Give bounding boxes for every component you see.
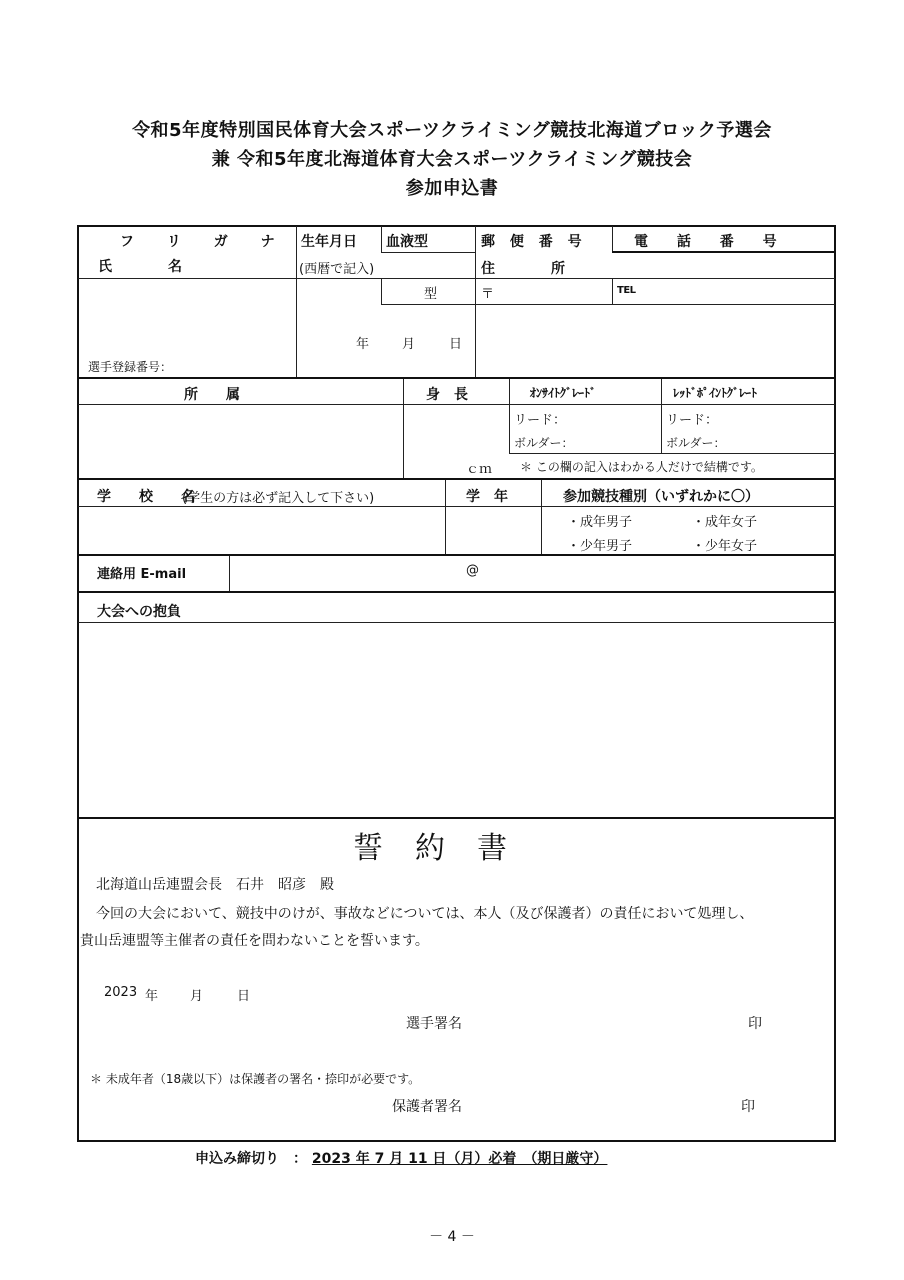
grid-line — [612, 226, 613, 253]
section-divider — [78, 377, 835, 379]
affiliation-label: 所 属 — [184, 387, 240, 403]
birthdate-input[interactable] — [298, 306, 474, 376]
email-domain-input[interactable] — [482, 558, 834, 589]
birthdate-note: (西暦で記入) — [299, 262, 375, 277]
height-input[interactable] — [405, 406, 508, 456]
phone-input[interactable] — [640, 280, 834, 302]
birth-day-label: 日 — [449, 337, 463, 352]
section-divider — [78, 591, 835, 593]
ambition-label: 大会への抱負 — [97, 604, 181, 620]
redpoint-lead-input[interactable] — [727, 407, 833, 427]
grid-line — [229, 556, 230, 591]
redpoint-lead-label: リード： — [666, 413, 719, 428]
grid-line — [78, 404, 835, 405]
grid-line — [509, 453, 835, 454]
height-label: 身 長 — [426, 387, 468, 403]
registration-number-input[interactable] — [180, 356, 292, 374]
grid-line — [475, 226, 476, 378]
guardian-signature-label: 保護者署名 — [392, 1099, 462, 1115]
deadline-label: 申込み締切り ： — [195, 1151, 307, 1167]
grid-line — [661, 379, 662, 454]
affiliation-input[interactable] — [79, 406, 402, 476]
postal-code-label: 郵 便 番 号 — [481, 234, 587, 250]
redpoint-boulder-input[interactable] — [732, 431, 833, 451]
onsight-grade-label: ｵﾝｻｲﾄｸﾞﾚｰﾄﾞ — [530, 386, 597, 400]
athlete-seal-label: 印 — [748, 1016, 762, 1032]
grid-line — [541, 480, 542, 555]
onsight-lead-label: リード： — [514, 413, 567, 428]
grid-line — [509, 379, 510, 454]
form-title-line1: 令和5年度特別国民体育大会スポーツクライミング競技北海道ブロック予選会 — [132, 120, 772, 141]
redpoint-grade-label: ﾚｯﾄﾞﾎﾟｲﾝﾄｸﾞﾚｰﾄ — [673, 386, 758, 400]
email-label: 連絡用 E-mail — [97, 567, 187, 582]
onsight-boulder-input[interactable] — [580, 431, 659, 451]
blood-type-input[interactable] — [383, 280, 421, 302]
pledge-body-line1: 今回の大会において、競技中のけが、事故などについては、本人（及び保護者）の責任において処理し、 — [96, 906, 754, 922]
school-name-note: (学生の方は必ず記入して下さい) — [182, 491, 375, 506]
category-option-adult-men[interactable]: ・成年男子 — [567, 515, 633, 530]
birth-year-label: 年 — [356, 337, 370, 352]
pledge-month-label: 月 — [190, 989, 204, 1004]
school-name-label: 学 校 名 — [97, 489, 202, 505]
grid-line — [612, 251, 835, 253]
grid-line — [381, 304, 835, 305]
name-input[interactable] — [79, 280, 295, 352]
registration-number-label: 選手登録番号： — [88, 360, 173, 374]
onsight-lead-input[interactable] — [575, 407, 659, 427]
category-option-youth-men[interactable]: ・少年男子 — [567, 539, 633, 554]
grid-line — [78, 506, 835, 507]
pledge-year-label: 年 — [145, 989, 159, 1004]
at-mark: @ — [466, 563, 479, 578]
birth-month-label: 月 — [402, 337, 416, 352]
category-label: 参加競技種別（いずれかに〇） — [563, 489, 759, 505]
grid-line — [445, 480, 446, 555]
grid-line — [612, 278, 613, 304]
grade-note: ＊ この欄の記入はわかる人だけで結構です。 — [520, 460, 763, 474]
deadline — [195, 1148, 607, 1168]
pledge-body-line2: 貴山岳連盟等主催者の責任を問わないことを誓います。 — [80, 933, 429, 949]
section-divider — [78, 554, 835, 556]
postal-mark: 〒 — [481, 287, 495, 302]
minor-note: ＊ 未成年者（18歳以下）は保護者の署名・捺印が必要です。 — [90, 1072, 421, 1086]
athlete-signature-input[interactable] — [472, 1008, 742, 1032]
category-option-adult-women[interactable]: ・成年女子 — [692, 515, 758, 530]
postal-code-input[interactable] — [496, 280, 610, 302]
redpoint-boulder-label: ボルダー： — [666, 436, 726, 450]
birthdate-label: 生年月日 — [301, 234, 357, 250]
pledge-addressee: 北海道山岳連盟会長 石井 昭彦 殿 — [96, 877, 334, 893]
address-label: 住 所 — [481, 261, 565, 277]
grid-line — [403, 379, 404, 478]
phone-label: 電 話 番 号 — [634, 234, 789, 250]
section-divider — [78, 817, 835, 819]
guardian-signature-input[interactable] — [472, 1090, 737, 1114]
grid-line — [381, 226, 382, 253]
pledge-day-input[interactable] — [205, 982, 235, 1002]
pledge-date-year: 2023 — [104, 985, 138, 1000]
blood-type-label: 血液型 — [386, 234, 428, 250]
category-option-youth-women[interactable]: ・少年女子 — [692, 539, 758, 554]
furigana-label: フ リ ガ ナ — [120, 234, 289, 250]
form-title-line3: 参加申込書 — [405, 178, 499, 199]
grid-line — [78, 278, 835, 279]
grid-line — [296, 226, 297, 378]
ambition-input[interactable] — [79, 624, 834, 816]
address-input[interactable] — [477, 306, 834, 376]
school-name-input[interactable] — [79, 508, 444, 554]
grid-line — [381, 252, 475, 253]
blood-type-suffix: 型 — [424, 287, 438, 302]
school-grade-input[interactable] — [447, 508, 540, 554]
tel-mark: TEL — [617, 285, 636, 296]
email-local-input[interactable] — [231, 558, 461, 589]
grid-line — [78, 622, 835, 623]
onsight-boulder-label: ボルダー： — [514, 436, 574, 450]
grid-line — [381, 278, 382, 304]
deadline-value: 2023 年 7 月 11 日（月）必着 （期日厳守） — [311, 1151, 608, 1167]
name-label: 氏 名 — [98, 259, 182, 275]
page-number: － 4 － — [429, 1229, 475, 1245]
pledge-month-input[interactable] — [160, 982, 188, 1002]
height-unit: ｃｍ — [466, 462, 493, 477]
form-title-line2: 兼 令和5年度北海道体育大会スポーツクライミング競技会 — [211, 149, 693, 170]
pledge-title: 誓約書 — [353, 831, 539, 866]
guardian-seal-label: 印 — [741, 1099, 755, 1115]
school-grade-label: 学 年 — [466, 489, 508, 505]
pledge-day-label: 日 — [237, 989, 251, 1004]
athlete-signature-label: 選手署名 — [406, 1016, 462, 1032]
section-divider — [78, 478, 835, 480]
